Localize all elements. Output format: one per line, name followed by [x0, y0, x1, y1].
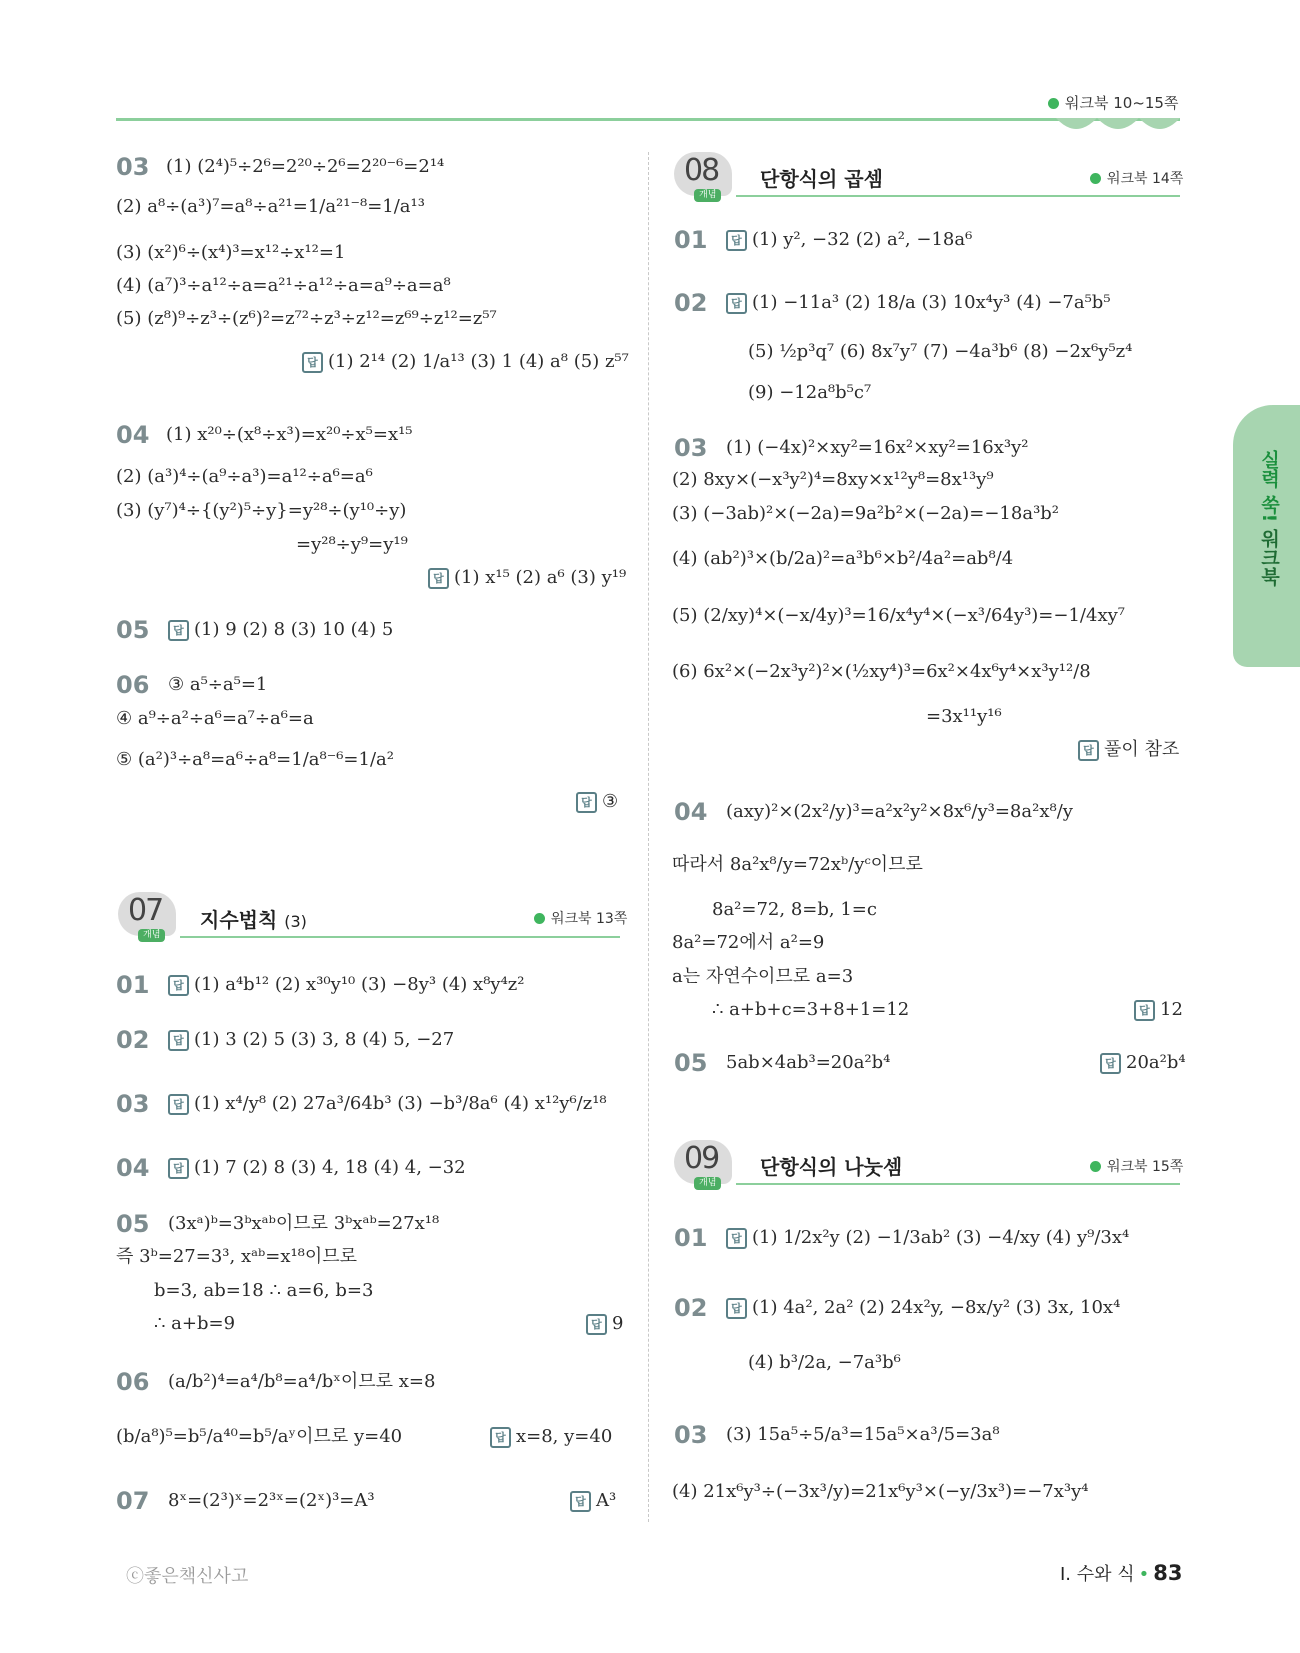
answer-mark-icon: 답	[726, 1298, 747, 1319]
answer-line: 답 (1) x¹⁵ (2) a⁶ (3) y¹⁹	[428, 566, 626, 590]
solution-line: 5ab×4ab³=20a²b⁴	[726, 1052, 891, 1073]
bullet-dot-icon	[534, 913, 545, 924]
problem-number: 04	[116, 421, 150, 449]
section-kind-label: 개념	[694, 1177, 721, 1190]
bullet-dot-icon	[1090, 1161, 1101, 1172]
problem-number: 05	[116, 1210, 150, 1238]
solution-line: ∴ a+b+c=3+8+1=12	[712, 999, 910, 1020]
answer-mark-icon: 답	[302, 352, 323, 373]
section-kind-label: 개념	[694, 189, 721, 202]
answer-line: 답 20a²b⁴	[1100, 1051, 1186, 1075]
section-title: 지수법칙 (3)	[200, 908, 307, 932]
answer-line: 답 (1) x⁴/y⁸ (2) 27a³/64b³ (3) −b³/8a⁶ (4) x¹²y⁶/z¹⁸	[168, 1092, 607, 1116]
answer-line: 답 9	[586, 1312, 623, 1336]
answer-line: 답 A³	[570, 1489, 616, 1513]
header-scallop-decoration	[1056, 118, 1180, 138]
solution-line: =y²⁸÷y⁹=y¹⁹	[296, 534, 408, 555]
answer-mark-icon: 답	[428, 568, 449, 589]
solution-line: (b/a⁸)⁵=b⁵/a⁴⁰=b⁵/aʸ이므로 y=40	[116, 1426, 403, 1447]
problem-number: 02	[674, 289, 708, 317]
solution-line: (4) (ab²)³×(b/2a)²=a³b⁶×b²/4a²=ab⁸/4	[672, 548, 1014, 569]
answer-mark-icon: 답	[168, 620, 189, 641]
section-underline	[180, 936, 620, 938]
solution-line: (5) ½p³q⁷ (6) 8x⁷y⁷ (7) −4a³b⁶ (8) −2x⁶y⁵z⁴	[748, 341, 1133, 362]
solution-line: (5) (z⁸)⁹÷z³÷(z⁶)²=z⁷²÷z³÷z¹²=z⁶⁹÷z¹²=z⁵⁷	[116, 308, 497, 329]
answer-line: 답 (1) 7 (2) 8 (3) 4, 18 (4) 4, −32	[168, 1156, 466, 1180]
header-rule	[116, 118, 1180, 121]
section-underline	[736, 195, 1180, 197]
answer-mark-icon: 답	[490, 1427, 511, 1448]
answer-line: 답 12	[1134, 998, 1183, 1022]
problem-number: 03	[116, 153, 150, 181]
answer-mark-icon: 답	[1100, 1053, 1121, 1074]
problem-number: 01	[116, 971, 150, 999]
answer-mark-icon: 답	[168, 1094, 189, 1115]
answer-line: 답 (1) −11a³ (2) 18/a (3) 10x⁴y³ (4) −7a⁵b⁵	[726, 291, 1111, 315]
solution-line: (3) 15a⁵÷5/a³=15a⁵×a³/5=3a⁸	[726, 1424, 1000, 1445]
answer-line: 답 (1) y², −32 (2) a², −18a⁶	[726, 228, 972, 252]
answer-mark-icon: 답	[570, 1491, 591, 1512]
problem-number: 02	[116, 1026, 150, 1054]
solution-line: 8a²=72에서 a²=9	[672, 932, 825, 953]
section-number: 07	[128, 893, 163, 928]
section-number: 09	[684, 1141, 719, 1176]
problem-number: 05	[116, 616, 150, 644]
answer-line: 답 풀이 참조	[1078, 738, 1179, 762]
answer-mark-icon: 답	[726, 293, 747, 314]
answer-mark-icon: 답	[586, 1314, 607, 1335]
answer-line: 답 (1) a⁴b¹² (2) x³⁰y¹⁰ (3) −8y³ (4) x⁸y⁴z²	[168, 973, 525, 997]
solution-line: (4) b³/2a, −7a³b⁶	[748, 1352, 901, 1373]
solution-line: a는 자연수이므로 a=3	[672, 966, 854, 987]
answer-line: 답 (1) 4a², 2a² (2) 24x²y, −8x/y² (3) 3x, 10x⁴	[726, 1296, 1120, 1320]
solution-line: (3) (−3ab)²×(−2a)=9a²b²×(−2a)=−18a³b²	[672, 503, 1060, 524]
solution-line: b=3, ab=18 ∴ a=6, b=3	[154, 1280, 374, 1301]
solution-line: (1) (−4x)²×xy²=16x²×xy²=16x³y²	[726, 437, 1029, 458]
solution-line: (2) (a³)⁴÷(a⁹÷a³)=a¹²÷a⁶=a⁶	[116, 466, 373, 487]
solution-line: (6) 6x²×(−2x³y²)²×(½xy⁴)³=6x²×4x⁶y⁴×x³y¹²/8	[672, 661, 1091, 682]
problem-number: 06	[116, 671, 150, 699]
answer-mark-icon: 답	[1078, 740, 1099, 761]
problem-number: 04	[674, 798, 708, 826]
solution-line: (2) 8xy×(−x³y²)⁴=8xy×x¹²y⁸=8x¹³y⁹	[672, 469, 994, 490]
solution-line: (a/b²)⁴=a⁴/b⁸=a⁴/bˣ이므로 x=8	[168, 1371, 436, 1392]
problem-number: 02	[674, 1294, 708, 1322]
section-title: 단항식의 곱셈	[760, 167, 883, 191]
workbook-page-reference: 워크북 10~15쪽	[1048, 92, 1178, 113]
solution-line: (4) 21x⁶y³÷(−3x³/y)=21x⁶y³×(−y/3x³)=−7x³y⁴	[672, 1481, 1089, 1502]
problem-number: 03	[116, 1090, 150, 1118]
problem-number: 01	[674, 1224, 708, 1252]
solution-line: 8ˣ=(2³)ˣ=2³ˣ=(2ˣ)³=A³	[168, 1490, 375, 1511]
side-tab-label: 실력 쑥! 워크북	[1258, 450, 1280, 586]
solution-line: ③ a⁵÷a⁵=1	[168, 674, 268, 695]
answer-mark-icon: 답	[168, 1030, 189, 1051]
answer-mark-icon: 답	[726, 230, 747, 251]
solution-line: (3) (x²)⁶÷(x⁴)³=x¹²÷x¹²=1	[116, 242, 346, 263]
solution-line: ④ a⁹÷a²÷a⁶=a⁷÷a⁶=a	[116, 708, 314, 729]
section-kind-label: 개념	[138, 929, 165, 942]
answer-line: 답 ③	[576, 790, 618, 814]
problem-number: 06	[116, 1368, 150, 1396]
answer-mark-icon: 답	[726, 1228, 747, 1249]
solution-line: (4) (a⁷)³÷a¹²÷a=a²¹÷a¹²÷a=a⁹÷a=a⁸	[116, 275, 451, 296]
bullet-dot-icon	[1090, 173, 1101, 184]
solution-line: (2) a⁸÷(a³)⁷=a⁸÷a²¹=1/a²¹⁻⁸=1/a¹³	[116, 196, 425, 217]
solution-line: (axy)²×(2x²/y)³=a²x²y²×8x⁶/y³=8a²x⁸/y	[726, 801, 1073, 822]
problem-number: 03	[674, 434, 708, 462]
solution-line: (3) (y⁷)⁴÷{(y²)⁵÷y}=y²⁸÷(y¹⁰÷y)	[116, 500, 407, 521]
solution-line: =3x¹¹y¹⁶	[926, 706, 1002, 727]
answer-line: 답 (1) 2¹⁴ (2) 1/a¹³ (3) 1 (4) a⁸ (5) z⁵⁷	[302, 350, 629, 374]
answer-mark-icon: 답	[1134, 1000, 1155, 1021]
section-workbook-ref: 워크북 14쪽	[1090, 168, 1183, 188]
answer-mark-icon: 답	[576, 792, 597, 813]
solution-line: ⑤ (a²)³÷a⁸=a⁶÷a⁸=1/a⁸⁻⁶=1/a²	[116, 749, 394, 770]
section-title: 단항식의 나눗셈	[760, 1155, 903, 1179]
footer-copyright: ⓒ좋은책신사고	[126, 1566, 249, 1587]
section-workbook-ref: 워크북 15쪽	[1090, 1156, 1183, 1176]
answer-line: 답 (1) 1/2x²y (2) −1/3ab² (3) −4/xy (4) y⁹/3x⁴	[726, 1226, 1129, 1250]
bullet-dot-icon	[1048, 98, 1059, 109]
solution-line: (1) x²⁰÷(x⁸÷x³)=x²⁰÷x⁵=x¹⁵	[166, 424, 413, 445]
problem-number: 03	[674, 1421, 708, 1449]
section-number: 08	[684, 153, 719, 188]
answer-line: 답 (1) 9 (2) 8 (3) 10 (4) 5	[168, 618, 393, 642]
solution-line: (5) (2/xy)⁴×(−x/4y)³=16/x⁴y⁴×(−x³/64y³)=−1/4xy⁷	[672, 605, 1125, 626]
problem-number: 05	[674, 1049, 708, 1077]
footer-page-info: Ⅰ. 수와 식 • 83	[1060, 1561, 1183, 1585]
answer-mark-icon: 답	[168, 975, 189, 996]
solution-line: 따라서 8a²x⁸/y=72xᵇ/yᶜ이므로	[672, 854, 923, 875]
problem-number: 04	[116, 1154, 150, 1182]
column-divider	[648, 152, 649, 1522]
answer-line: 답 x=8, y=40	[490, 1425, 612, 1449]
solution-line: (1) (2⁴)⁵÷2⁶=2²⁰÷2⁶=2²⁰⁻⁶=2¹⁴	[166, 156, 445, 177]
section-workbook-ref: 워크북 13쪽	[534, 908, 627, 928]
solution-line: 8a²=72, 8=b, 1=c	[712, 899, 877, 920]
problem-number: 07	[116, 1487, 150, 1515]
problem-number: 01	[674, 226, 708, 254]
answer-line: 답 (1) 3 (2) 5 (3) 3, 8 (4) 5, −27	[168, 1028, 454, 1052]
section-underline	[736, 1183, 1180, 1185]
solution-line: ∴ a+b=9	[154, 1313, 236, 1334]
solution-line: (9) −12a⁸b⁵c⁷	[748, 382, 872, 403]
solution-line: (3xᵃ)ᵇ=3ᵇxᵃᵇ이므로 3ᵇxᵃᵇ=27x¹⁸	[168, 1213, 440, 1234]
solution-line: 즉 3ᵇ=27=3³, xᵃᵇ=x¹⁸이므로	[116, 1246, 358, 1267]
answer-mark-icon: 답	[168, 1158, 189, 1179]
